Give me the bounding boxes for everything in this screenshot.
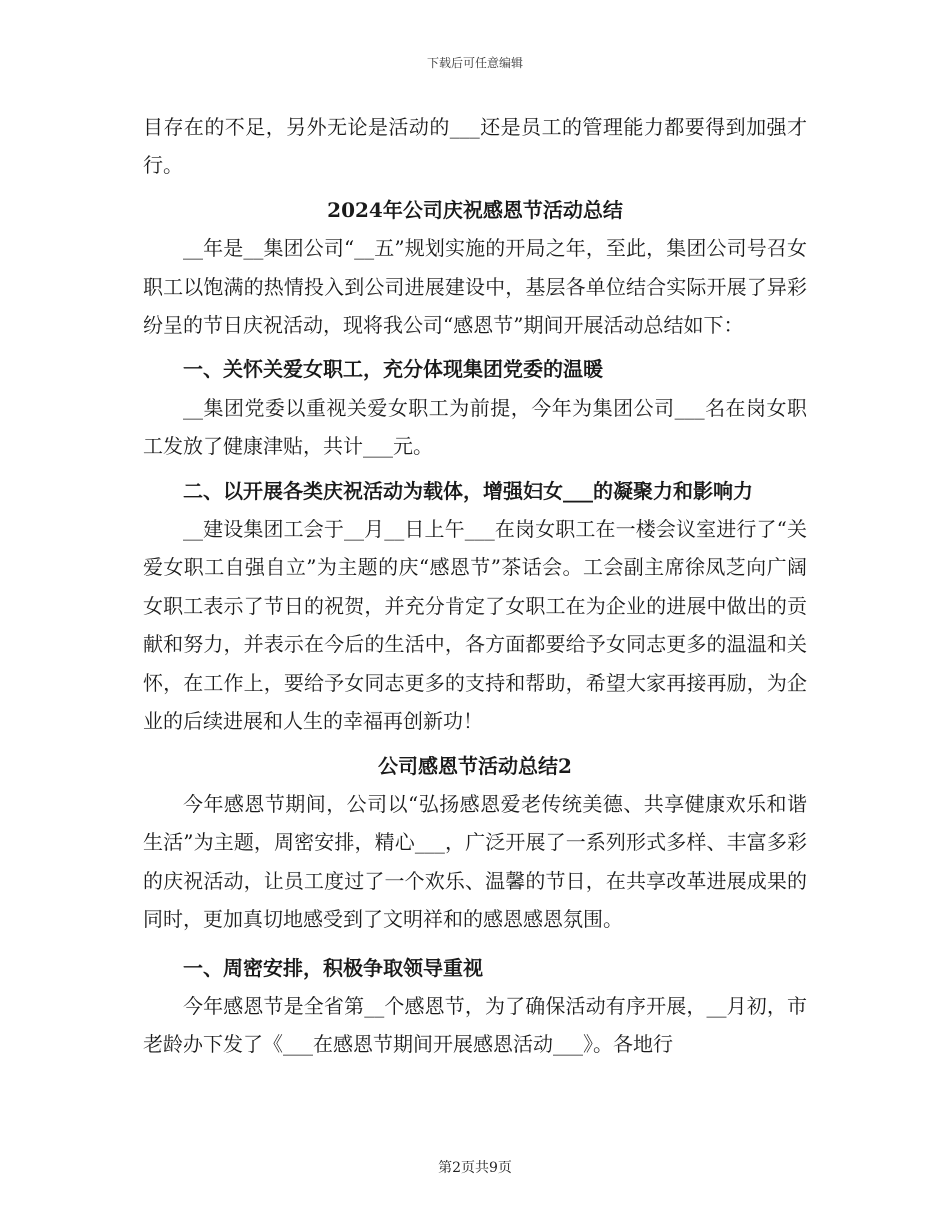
page-header-note: 下载后可任意编辑 [426,56,523,70]
paragraph-section-2: __建设集团工会于__月__日上午___在岗女职工在一楼会议室进行了“关爱女职工自强自立”为主题的庆“感恩节”茶话会。工会副主席徐凤芝向广阔女职工表示了节日的祝贺，并充分肯定了女职工在为企业的进展中做出的贡献和努力，并表示在今后的生活中，各方面都要给予女同志更多的温温和关怀，在工作上，要给予女同志更多的支持和帮助，希望大家再接再励，为企业的后续进展和人生的幸福再创新功！ [143,517,807,734]
paragraph-section-3: 今年感恩节是全省第__个感恩节，为了确保活动有序开展，__月初，市老龄办下发了《___在感恩节期间开展感恩活动___》。各地行 [143,993,807,1057]
heading-careful-arrangement: 一、周密安排，积极争取领导重视 [183,955,483,980]
page-number: 第2页共9页 [438,1160,512,1176]
document-body [143,108,807,1064]
paragraph-continuation: 目存在的不足，另外无论是活动的___还是员工的管理能力都要得到加强才行。 [143,115,807,178]
paragraph-intro-1: __年是__集团公司“__五”规划实施的开局之年，至此，集团公司号召女职工以饱满的热情投入到公司进展建设中，基层各单位结合实际开展了异彩纷呈的节日庆祝活动，现将我公司“感恩节”期间开展活动总结如下： [143,236,807,338]
heading-care-female-staff: 一、关怀关爱女职工，充分体现集团党委的温暖 [183,357,603,382]
paragraph-intro-2: 今年感恩节期间，公司以“弘扬感恩爱老传统美德、共享健康欢乐和谐生活”为主题，周密安排，精心___，广泛开展了一系列形式多样、丰富多彩的庆祝活动，让员工度过了一个欢乐、温馨的节日，在共享改革进展成果的同时，更加真切地感受到了文明祥和的感恩感恩氛围。 [143,791,807,932]
section-title-1: 2024年公司庆祝感恩节活动总结 [327,197,623,222]
section-title-2: 公司感恩节活动总结2 [378,753,572,778]
paragraph-section-1: __集团党委以重视关爱女职工为前提，今年为集团公司___名在岗女职工发放了健康津贴，共计___元。 [143,395,807,459]
heading-celebration-activities: 二、以开展各类庆祝活动为载体，增强妇女___的凝聚力和影响力 [183,478,753,503]
